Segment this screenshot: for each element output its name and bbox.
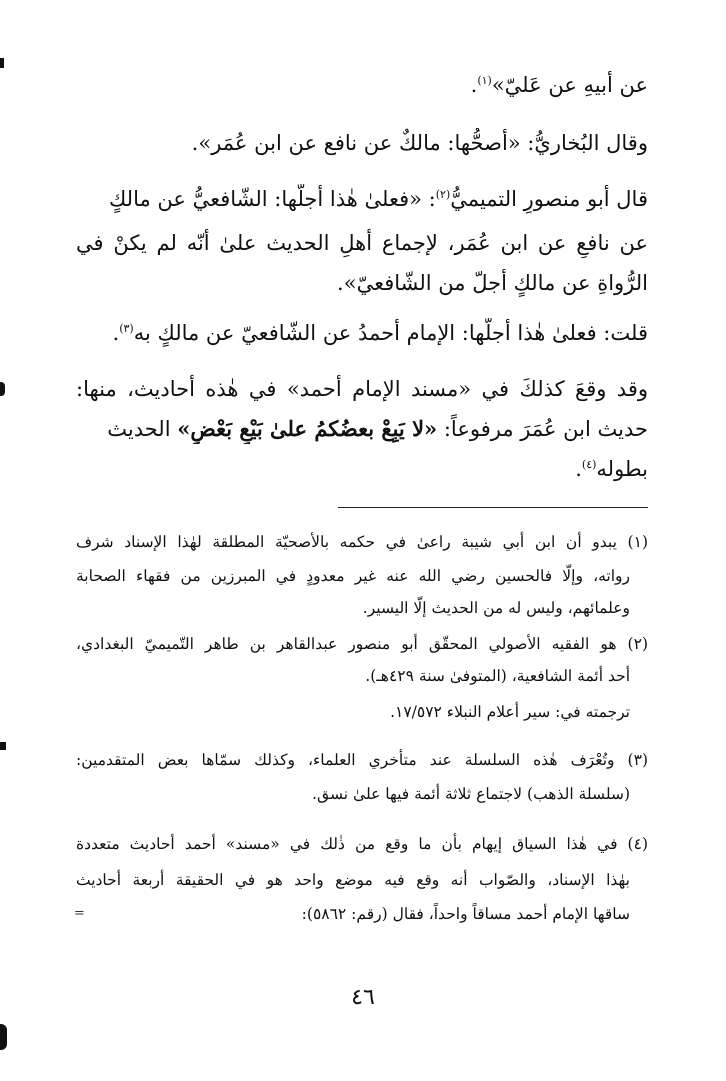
- margin-equals-mark: =: [74, 906, 85, 921]
- footnote-3-line-2: (سلسلة الذهب) لاجتماع ثلاثة أئمة فيها علىٰ نسق.: [312, 785, 630, 803]
- main-line-6: قلت: فعلىٰ هٰذا أجلّها: الإمام أحمدُ عن الشّافعيّ عن مالكٍ به$^{(٣)}$.: [112, 321, 648, 345]
- footnote-2-line-1: (٢) هو الفقيه الأصولي المحقّق أبو منصور عبدالقاهر بن طاهر التّميميّ البغدادي،: [76, 635, 648, 653]
- footnote-2-line-3: ترجمته في: سير أعلام النبلاء ١٧/٥٧٢.: [390, 703, 630, 721]
- main-line-4: عن نافعٍ عن ابن عُمَر، لإجماع أهلِ الحديث علىٰ أنّه لم يكنْ في: [76, 231, 648, 255]
- footnote-ref-1: (١): [477, 74, 492, 87]
- main-line-8: حديث ابن عُمَرَ مرفوعاً: «لا يَبِعْ بعضُكمُ علىٰ بَيْعِ بَعْضٍ» الحديث: [107, 416, 648, 441]
- footnote-2-line-2: أحد أئمة الشافعية، (المتوفىٰ سنة ٤٢٩هـ).: [365, 667, 630, 685]
- main-line-1: عن أبيهِ عن عَليّ»$^{(١)}$.: [470, 73, 648, 97]
- main-line-7: وقد وقعَ كذلكَ في «مسند الإمام أحمد» في هٰذه أحاديث، منها:: [76, 377, 648, 401]
- scan-edge-mark: [0, 382, 5, 396]
- hadith-quote: «لا يَبِعْ بعضُكمُ علىٰ بَيْعِ بَعْضٍ»: [177, 416, 438, 441]
- footnote-ref-3: (٣): [119, 322, 134, 335]
- footnote-3-line-1: (٣) وتُعْرَف هٰذه السلسلة عند متأخري العلماء، وكذلك سمّاها بعض المتقدمين:: [76, 751, 648, 769]
- footnote-1-line-3: وعلمائهم، وليس له من الحديث إلّا اليسير.: [362, 599, 630, 617]
- scan-edge-mark: [0, 742, 6, 750]
- footnote-4-line-1: (٤) في هٰذا السياق إيهام بأن ما وقع من ذٰلك في «مسند» أحمد أحاديث متعددة: [76, 835, 648, 853]
- scan-edge-mark: [0, 1024, 7, 1050]
- footnote-ref-4: (٤): [581, 458, 597, 471]
- footnote-1-line-1: (١) يبدو أن ابن أبي شيبة راعىٰ في حكمه بالأصحيّة المطلقة لهٰذا الإسناد شرف: [76, 533, 648, 551]
- main-line-3: قال أبو منصورٍ التميميُّ$^{(٢)}$: «فعلىٰ هٰذا أجلُّها: الشّافعيُّ عن مالكٍ: [108, 187, 648, 211]
- footnote-4-line-3: ساقها الإمام أحمد مساقاً واحداً، فقال (رقم: ٥٨٦٢):: [301, 905, 630, 923]
- main-line-2: وقال البُخاريُّ: «أصحُّها: مالكٌ عن نافع عن ابن عُمَر».: [191, 131, 648, 155]
- footnote-1-line-2: رواته، وإلّا فالحسين رضي الله عنه غير معدودٍ في المبرزين من فقهاء الصحابة: [76, 567, 630, 585]
- footnote-separator: [338, 507, 648, 508]
- main-line-9: بطوله$^{(٤)}$.: [575, 457, 648, 481]
- main-line-5: الرُّواةِ عن مالكٍ أجلّ من الشّافعيّ».: [337, 271, 648, 295]
- footnote-ref-2: (٢): [435, 188, 451, 201]
- scan-edge-mark: [0, 58, 4, 68]
- footnote-4-line-2: بهٰذا الإسناد، والصّواب أنه وقع فيه موضع واحد هو في الحقيقة أربعة أحاديث: [76, 871, 630, 889]
- page-number: ٤٦: [351, 985, 375, 1010]
